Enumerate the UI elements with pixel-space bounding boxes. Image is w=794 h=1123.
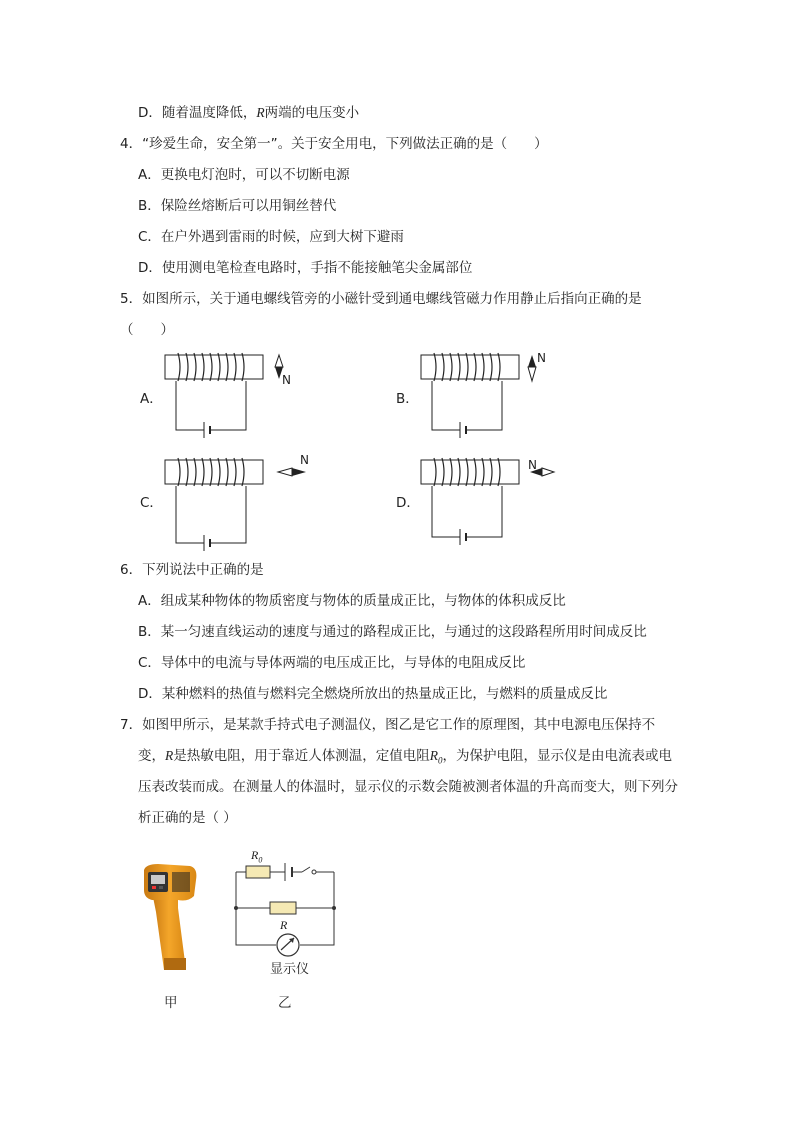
thermometer-gun-image bbox=[138, 862, 202, 974]
q5-label-b: B． bbox=[396, 391, 419, 407]
q6-stem: 6．下列说法中正确的是 bbox=[120, 562, 264, 578]
q7-line2-a: 变， bbox=[138, 748, 165, 764]
q4-option-c: C．在户外遇到雷雨的时候，应到大树下避雨 bbox=[138, 229, 404, 245]
compass-needle-b bbox=[528, 355, 536, 381]
q5-label-d: D． bbox=[396, 495, 420, 511]
q7-stem-line2 bbox=[138, 746, 672, 771]
q3-option-d bbox=[138, 103, 359, 123]
solenoid-diagram-c bbox=[160, 455, 310, 550]
q6-option-c: C．导体中的电流与导体两端的电压成正比，与导体的电阻成反比 bbox=[138, 655, 526, 671]
north-label-a: N bbox=[282, 373, 291, 387]
q5-label-a: A． bbox=[140, 391, 163, 407]
display-meter-label: 显示仪 bbox=[270, 962, 310, 977]
q4-option-a: A．更换电灯泡时，可以不切断电源 bbox=[138, 167, 350, 183]
q3-option-d-prefix: D．随着温度降低， bbox=[138, 105, 257, 121]
q4-option-d: D．使用测电笔检查电路时，手指不能接触笔尖金属部位 bbox=[138, 260, 473, 276]
q6-option-a: A．组成某种物体的物质密度与物体的质量成正比，与物体的体积成反比 bbox=[138, 593, 566, 609]
q7-line2-b: 是热敏电阻，用于靠近人体测温，定值电阻 bbox=[173, 748, 430, 764]
q4-stem: 4．“珍爱生命，安全第一”。关于安全用电，下列做法正确的是（ ） bbox=[120, 136, 548, 152]
q5-stem-line1: 5．如图所示，关于通电螺线管旁的小磁针受到通电螺线管磁力作用静止后指向正确的是 bbox=[120, 291, 642, 307]
solenoid-diagram-b bbox=[416, 350, 556, 445]
q3-option-d-suffix: 两端的电压变小 bbox=[264, 105, 360, 121]
caption-jia: 甲 bbox=[164, 995, 178, 1011]
solenoid-diagram-a bbox=[160, 350, 300, 445]
q7-line2-var2: R bbox=[429, 748, 438, 763]
north-label-c: N bbox=[300, 453, 309, 467]
north-label-b: N bbox=[537, 351, 546, 365]
q5-label-c: C． bbox=[140, 495, 163, 511]
q7-stem-line4: 析正确的是（ ） bbox=[138, 810, 237, 826]
q7-stem-line1: 7．如图甲所示，是某款手持式电子测温仪，图乙是它工作的原理图，其中电源电压保持不 bbox=[120, 717, 656, 733]
compass-needle-c bbox=[278, 468, 306, 476]
q7-stem-line3: 压表改装而成。在测量人的体温时，显示仪的示数会随被测者体温的升高而变大，则下列分 bbox=[138, 779, 678, 795]
q6-option-d: D．某种燃料的热值与燃料完全燃烧所放出的热量成正比，与燃料的质量成反比 bbox=[138, 686, 608, 702]
q5-stem-line2: （ ） bbox=[120, 322, 174, 338]
resistor-r-label: R bbox=[280, 918, 288, 932]
q4-option-b: B．保险丝熔断后可以用铜丝替代 bbox=[138, 198, 337, 214]
q3-option-d-var: R bbox=[256, 105, 265, 120]
circuit-diagram-yi bbox=[230, 840, 340, 975]
solenoid-diagram-d bbox=[416, 455, 566, 550]
q6-option-b: B．某一匀速直线运动的速度与通过的路程成正比，与通过的这段路程所用时间成反比 bbox=[138, 624, 647, 640]
north-label-d: N bbox=[528, 458, 537, 472]
resistor-r0-label: $R_0$ bbox=[251, 848, 263, 865]
caption-yi: 乙 bbox=[278, 995, 292, 1011]
q7-line2-c: ，为保护电阻，显示仪是由电流表或电 bbox=[442, 748, 672, 764]
q7-line2-var: R bbox=[165, 748, 174, 763]
meter-gauge-icon bbox=[277, 934, 299, 956]
q7-line2-sub: 0 bbox=[438, 755, 443, 766]
